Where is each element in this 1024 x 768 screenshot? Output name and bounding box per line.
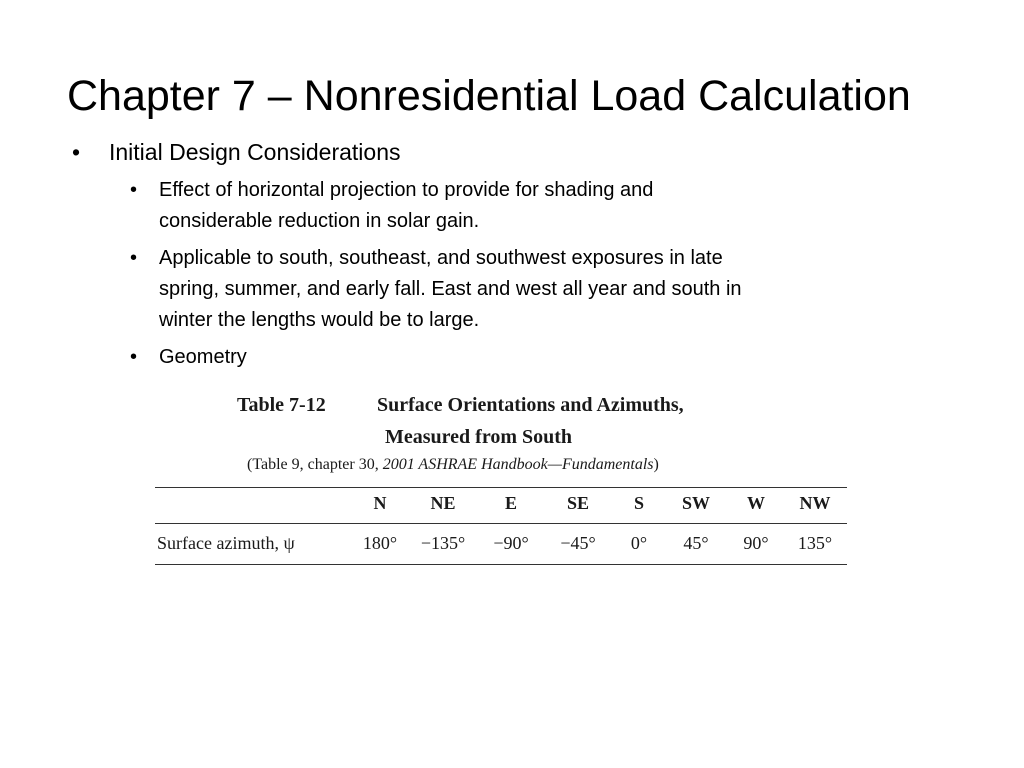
header-cell: SW <box>681 493 710 513</box>
bullet-text: Initial Design Considerations <box>109 139 401 165</box>
header-cell: N <box>373 493 387 513</box>
sub-bullet-list <box>130 175 930 379</box>
header-cell: SE <box>566 493 590 513</box>
header-cell: S <box>633 493 644 513</box>
table-title-line2: Measured from South <box>385 426 573 448</box>
table-rule-top <box>155 487 847 488</box>
table-source-suffix: ) <box>653 456 659 473</box>
slide-title: Chapter 7 – Nonresidential Load Calculation <box>67 72 911 120</box>
value-cell: 135° <box>797 533 833 553</box>
table-rule-bottom <box>155 564 847 565</box>
header-cell: E <box>504 493 517 513</box>
sub-bullet-line: considerable reduction in solar gain. <box>159 210 480 232</box>
value-cell: 90° <box>743 533 769 553</box>
sub-bullet-marker: • <box>130 179 138 201</box>
sub-bullet-item <box>130 342 930 373</box>
table-source-prefix: (Table 9, chapter 30, <box>247 456 383 473</box>
sub-bullet-marker: • <box>130 346 138 368</box>
sub-bullet-item <box>130 175 930 237</box>
sub-bullet-line: Effect of horizontal projection to provide for shading and <box>159 179 654 201</box>
value-cell: 0° <box>630 533 648 553</box>
azimuth-table-figure <box>155 390 847 570</box>
table-source <box>247 456 659 474</box>
value-cell: −45° <box>560 533 596 553</box>
sub-bullet-marker: • <box>130 247 138 269</box>
table-rule-mid <box>155 523 847 524</box>
value-cell: 45° <box>683 533 709 553</box>
header-cell: NW <box>799 493 831 513</box>
sub-bullet-line: Applicable to south, southeast, and southwest exposures in late <box>159 247 723 269</box>
table-source-italic: 2001 ASHRAE Handbook—Fundamentals <box>382 456 654 473</box>
value-cell: −135° <box>420 533 466 553</box>
value-cell: −90° <box>493 533 529 553</box>
sub-bullet-item <box>130 243 930 336</box>
table-label: Table 7-12 <box>237 394 326 416</box>
value-cell: 180° <box>362 533 398 553</box>
header-cell: NE <box>430 493 456 513</box>
sub-bullet-line: Geometry <box>159 346 247 368</box>
table-title-line1: Surface Orientations and Azimuths, <box>377 394 684 416</box>
row-label: Surface azimuth, ψ <box>157 533 295 553</box>
table-caption-line1 <box>237 394 684 417</box>
sub-bullet-line: winter the lengths would be to large. <box>159 309 480 331</box>
sub-bullet-line: spring, summer, and early fall. East and west all year and south in <box>159 278 742 300</box>
bullet-marker: • <box>72 139 81 165</box>
header-cell: W <box>747 493 765 513</box>
